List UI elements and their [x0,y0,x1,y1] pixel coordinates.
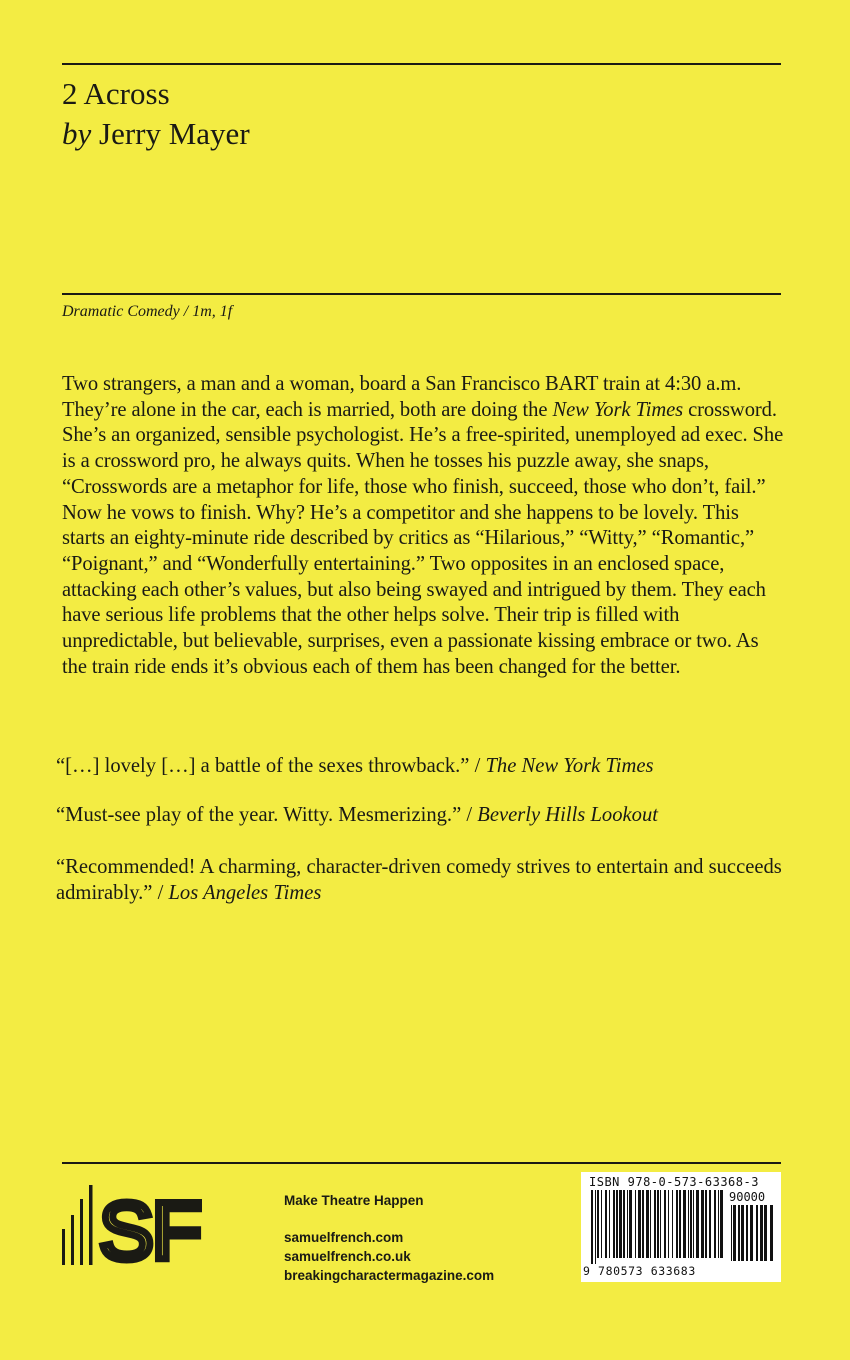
barcode-bar [701,1190,704,1258]
quote-1 [56,754,786,780]
barcode-bar [770,1205,773,1261]
barcode-bar [733,1205,736,1261]
barcode-bar [650,1190,651,1258]
synopsis-part1: Two strangers, a man and a woman, board a San Francisco BART train at 4:30 a.m. They’re alone in the car, each is married, both are doing the [62,373,742,421]
ean-number: 9 780573 633683 [583,1264,696,1278]
footer-rule [62,1162,781,1164]
barcode-bar [738,1205,740,1261]
logo-bar-4 [89,1185,93,1265]
barcode-bar [609,1190,610,1258]
logo-bar-2 [71,1215,74,1265]
barcode-bar [619,1190,622,1258]
barcode-bar [741,1205,744,1261]
quote-source: Los Angeles Times [168,881,322,904]
logo-letters: SF [99,1186,200,1265]
barcode-bar [623,1190,625,1258]
author-name: Jerry Mayer [99,116,250,151]
barcode-bar [714,1190,716,1258]
barcode-bar [690,1190,692,1258]
barcode-bar [613,1190,615,1258]
link-samuelfrench-com[interactable]: samuelfrench.com [284,1230,404,1245]
link-breakingcharacter[interactable]: breakingcharactermagazine.com [284,1268,495,1283]
logo-bar-1 [62,1229,65,1265]
title-block [62,74,250,154]
barcode-bar [718,1190,719,1258]
tagline: Make Theatre Happen [284,1193,424,1208]
logo-bar-3 [80,1199,83,1265]
barcode-bar [605,1190,607,1258]
synopsis [62,372,784,680]
barcode-box [581,1172,781,1282]
barcode-bar [616,1190,618,1258]
barcode-bar [709,1190,711,1258]
barcode-bar [601,1190,602,1258]
barcode-bar [676,1190,678,1258]
barcode-bar [668,1190,669,1258]
genre-label: Dramatic Comedy / 1m, 1f [62,303,233,320]
barcode-bar [642,1190,644,1258]
ean-barcode [591,1190,725,1264]
barcode-bar [597,1190,599,1258]
quote-3 [56,855,786,906]
price-code: 90000 [729,1190,766,1204]
synopsis-part2: crossword. She’s an organized, sensible psychologist. He’s a free-spirited, unemployed ad exec. She is a crossword pro, he always quits. When he tosses his puzzle away, she snaps, “Crosswords are a metaphor for life, those who finish, succeed, those who don’t, fail.” Now he vows to finish. Why? He’s a competitor and she happens to be lovely. This starts an eighty-minute ride described by critics as “Hilarious,” “Witty,” “Romantic,” “Poignant,” and “Wonderfully entertaining.” Two opposites in an enclosed space, attacking each other’s values, but also being swayed and intrigued by them. They each have serious life problems that the other helps solve. Their trip is filled with unpredictable, but believable, surprises, even a passionate kissing embrace or two. As the train ride ends it’s obvious each of them has been changed for the better. [62,398,784,678]
byline-by: by [62,116,92,151]
barcode-bar [646,1190,649,1258]
barcode-bar [672,1190,673,1258]
barcode-bar [764,1205,767,1261]
isbn-number: ISBN 978-0-573-63368-3 [589,1175,759,1189]
barcode-bar [705,1190,707,1258]
barcode-bar [693,1190,694,1258]
barcode-bar [746,1205,748,1261]
quote-source: Beverly Hills Lookout [477,804,658,826]
barcode-bar [660,1190,661,1258]
barcode-bar [664,1190,666,1258]
genre-rule [62,293,781,295]
top-rule [62,63,781,65]
samuel-french-logo [62,1185,202,1265]
barcode-bar [756,1205,758,1261]
barcode-bar [627,1190,628,1258]
synopsis-italic: New York Times [552,398,684,421]
quote-2 [56,803,786,829]
barcode-bar [679,1190,681,1258]
quote-text: “Recommended! A charming, character-driven comedy strives to entertain and succeeds admirably.” / [56,856,782,904]
barcode-bar [696,1190,699,1258]
barcode-bar [683,1190,686,1258]
barcode-bar [750,1205,753,1261]
quote-text: “[…] lovely […] a battle of the sexes throwback.” / [56,755,486,777]
barcode-bar [638,1190,641,1258]
byline [62,114,250,154]
barcode-bar [595,1190,596,1264]
quote-source: The New York Times [485,755,654,777]
barcode-bar [760,1205,763,1261]
quote-text: “Must-see play of the year. Witty. Mesmerizing.” / [56,804,478,826]
barcode-bar [629,1190,632,1258]
barcode-bar [688,1190,689,1258]
addon-barcode [731,1205,775,1267]
barcode-bar [635,1190,636,1258]
barcode-bar [591,1190,593,1264]
link-samuelfrench-co-uk[interactable]: samuelfrench.co.uk [284,1249,411,1264]
barcode-bar [654,1190,656,1258]
barcode-bar [720,1190,723,1258]
barcode-bar [657,1190,659,1258]
play-title: 2 Across [62,76,170,111]
barcode-bar [731,1205,732,1261]
